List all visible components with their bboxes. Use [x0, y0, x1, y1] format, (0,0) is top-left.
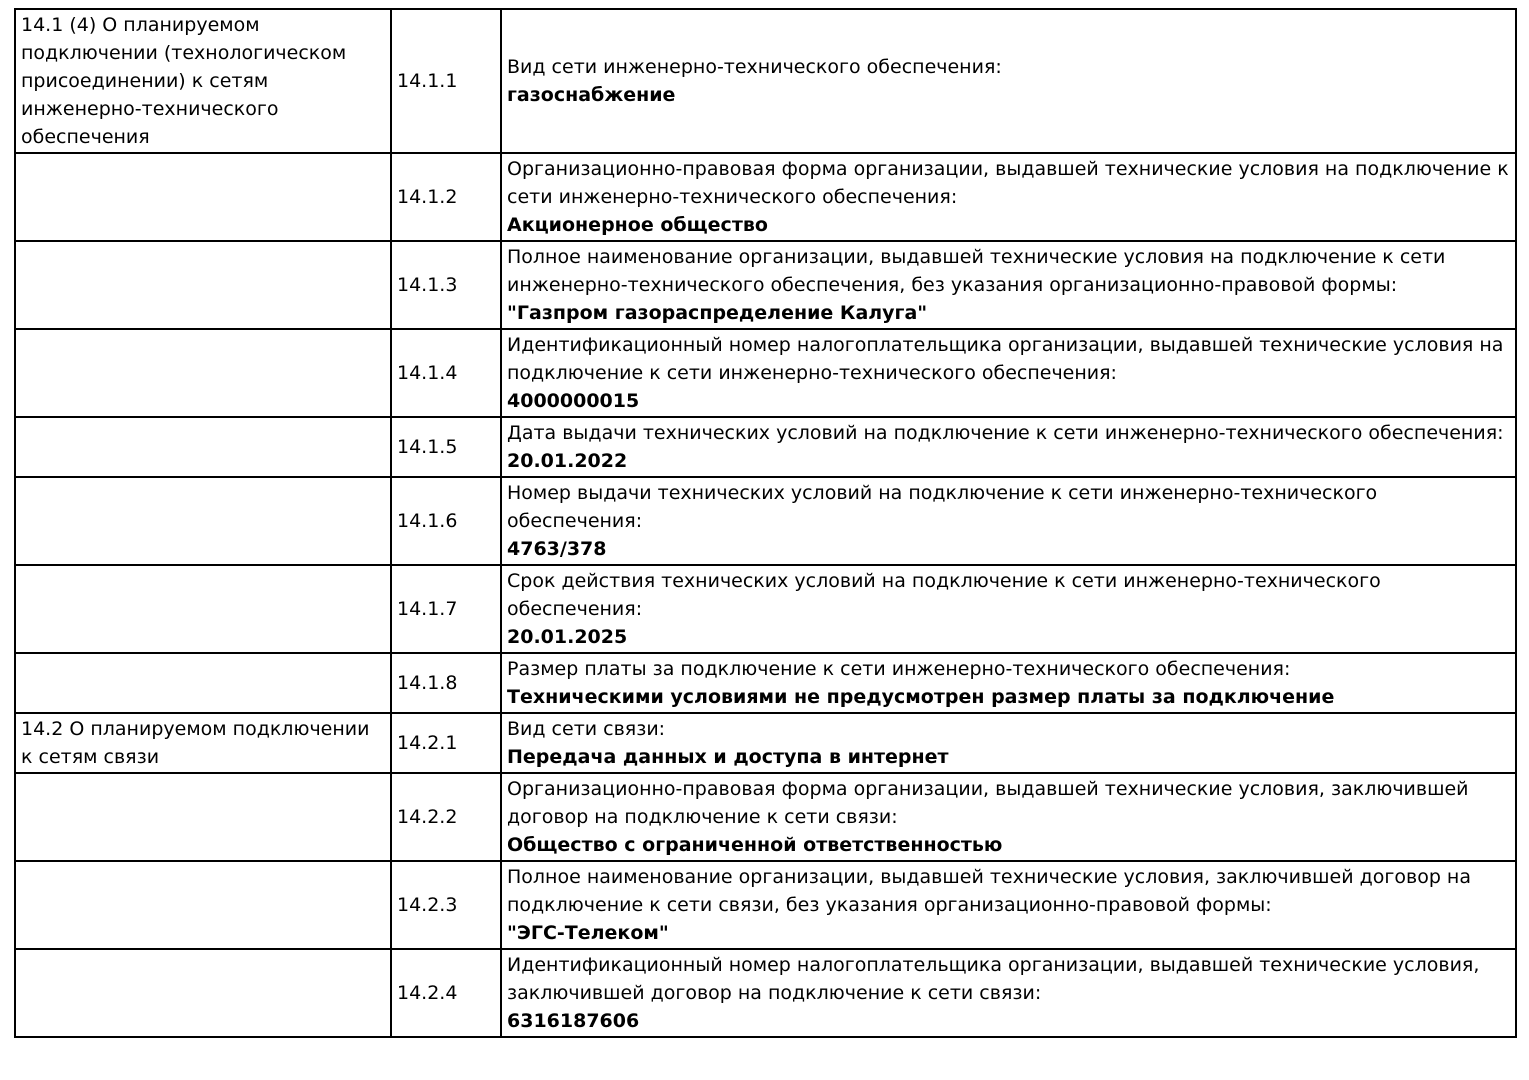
- answer-text: газоснабжение: [507, 84, 676, 106]
- section-title-cell: [15, 653, 391, 713]
- table-row: [15, 329, 1516, 417]
- item-number-cell: 14.1.2: [391, 153, 501, 241]
- section-title-cell: [15, 773, 391, 861]
- section-title-cell: [15, 565, 391, 653]
- table-row: [15, 713, 1516, 773]
- declaration-table: [14, 8, 1517, 1038]
- answer-text: 20.01.2025: [507, 626, 628, 648]
- question-text: Организационно-правовая форма организации, выдавшей технические условия, заключившей договор на подключение к сети связи:: [507, 778, 1469, 828]
- table-row: [15, 653, 1516, 713]
- question-text: Организационно-правовая форма организации, выдавшей технические условия на подключение к сети инженерно-технического обеспечения:: [507, 158, 1509, 208]
- answer-text: "ЭГС-Телеком": [507, 922, 669, 944]
- item-content-cell: [501, 949, 1516, 1037]
- item-content-cell: [501, 773, 1516, 861]
- answer-text: "Газпром газораспределение Калуга": [507, 302, 928, 324]
- table-row: [15, 565, 1516, 653]
- item-number-cell: 14.1.6: [391, 477, 501, 565]
- item-number-cell: 14.1.4: [391, 329, 501, 417]
- item-content-cell: [501, 241, 1516, 329]
- item-number-cell: 14.1.7: [391, 565, 501, 653]
- item-content-cell: [501, 477, 1516, 565]
- item-number-cell: 14.1.5: [391, 417, 501, 477]
- answer-text: 4763/378: [507, 538, 607, 560]
- item-number-cell: 14.2.4: [391, 949, 501, 1037]
- item-content-cell: [501, 153, 1516, 241]
- item-number-cell: 14.1.1: [391, 9, 501, 153]
- answer-text: 4000000015: [507, 390, 640, 412]
- declaration-table-body: [15, 9, 1516, 1037]
- item-content-cell: [501, 713, 1516, 773]
- section-title-cell: [15, 417, 391, 477]
- table-row: [15, 773, 1516, 861]
- answer-text: Техническими условиями не предусмотрен размер платы за подключение: [507, 686, 1335, 708]
- table-row: [15, 9, 1516, 153]
- question-text: Дата выдачи технических условий на подключение к сети инженерно-технического обеспечения:: [507, 422, 1504, 444]
- question-text: Номер выдачи технических условий на подключение к сети инженерно-технического обеспечения:: [507, 482, 1378, 532]
- answer-text: 20.01.2022: [507, 450, 628, 472]
- item-content-cell: [501, 653, 1516, 713]
- question-text: Идентификационный номер налогоплательщика организации, выдавшей технические условия на подключение к сети инженерно-технического обеспечения:: [507, 334, 1504, 384]
- section-title-cell: [15, 153, 391, 241]
- item-content-cell: [501, 9, 1516, 153]
- table-row: [15, 861, 1516, 949]
- item-content-cell: [501, 565, 1516, 653]
- item-content-cell: [501, 329, 1516, 417]
- item-number-cell: 14.1.8: [391, 653, 501, 713]
- table-row: [15, 241, 1516, 329]
- question-text: Размер платы за подключение к сети инженерно-технического обеспечения:: [507, 658, 1291, 680]
- section-title-cell: [15, 241, 391, 329]
- table-row: [15, 153, 1516, 241]
- section-title-cell: [15, 477, 391, 565]
- item-number-cell: 14.2.1: [391, 713, 501, 773]
- section-title-cell: [15, 861, 391, 949]
- item-number-cell: 14.2.2: [391, 773, 501, 861]
- table-row: [15, 477, 1516, 565]
- question-text: Полное наименование организации, выдавшей технические условия на подключение к сети инженерно-технического обеспечения, без указания организационно-правовой формы:: [507, 246, 1446, 296]
- answer-text: Акционерное общество: [507, 214, 768, 236]
- question-text: Полное наименование организации, выдавшей технические условия, заключившей договор на подключение к сети связи, без указания организационно-правовой формы:: [507, 866, 1471, 916]
- answer-text: Передача данных и доступа в интернет: [507, 746, 949, 768]
- question-text: Вид сети связи:: [507, 718, 666, 740]
- item-content-cell: [501, 417, 1516, 477]
- section-title-cell: [15, 329, 391, 417]
- section-title-cell: 14.2 О планируемом подключении к сетям связи: [15, 713, 391, 773]
- table-row: [15, 949, 1516, 1037]
- section-title-cell: 14.1 (4) О планируемом подключении (технологическом присоединении) к сетям инженерно-технического обеспечения: [15, 9, 391, 153]
- answer-text: 6316187606: [507, 1010, 640, 1032]
- question-text: Вид сети инженерно-технического обеспечения:: [507, 56, 1002, 78]
- item-number-cell: 14.2.3: [391, 861, 501, 949]
- section-title-cell: [15, 949, 391, 1037]
- answer-text: Общество с ограниченной ответственностью: [507, 834, 1003, 856]
- question-text: Срок действия технических условий на подключение к сети инженерно-технического обеспечения:: [507, 570, 1381, 620]
- table-row: [15, 417, 1516, 477]
- question-text: Идентификационный номер налогоплательщика организации, выдавшей технические условия, заключившей договор на подключение к сети связи:: [507, 954, 1480, 1004]
- item-content-cell: [501, 861, 1516, 949]
- item-number-cell: 14.1.3: [391, 241, 501, 329]
